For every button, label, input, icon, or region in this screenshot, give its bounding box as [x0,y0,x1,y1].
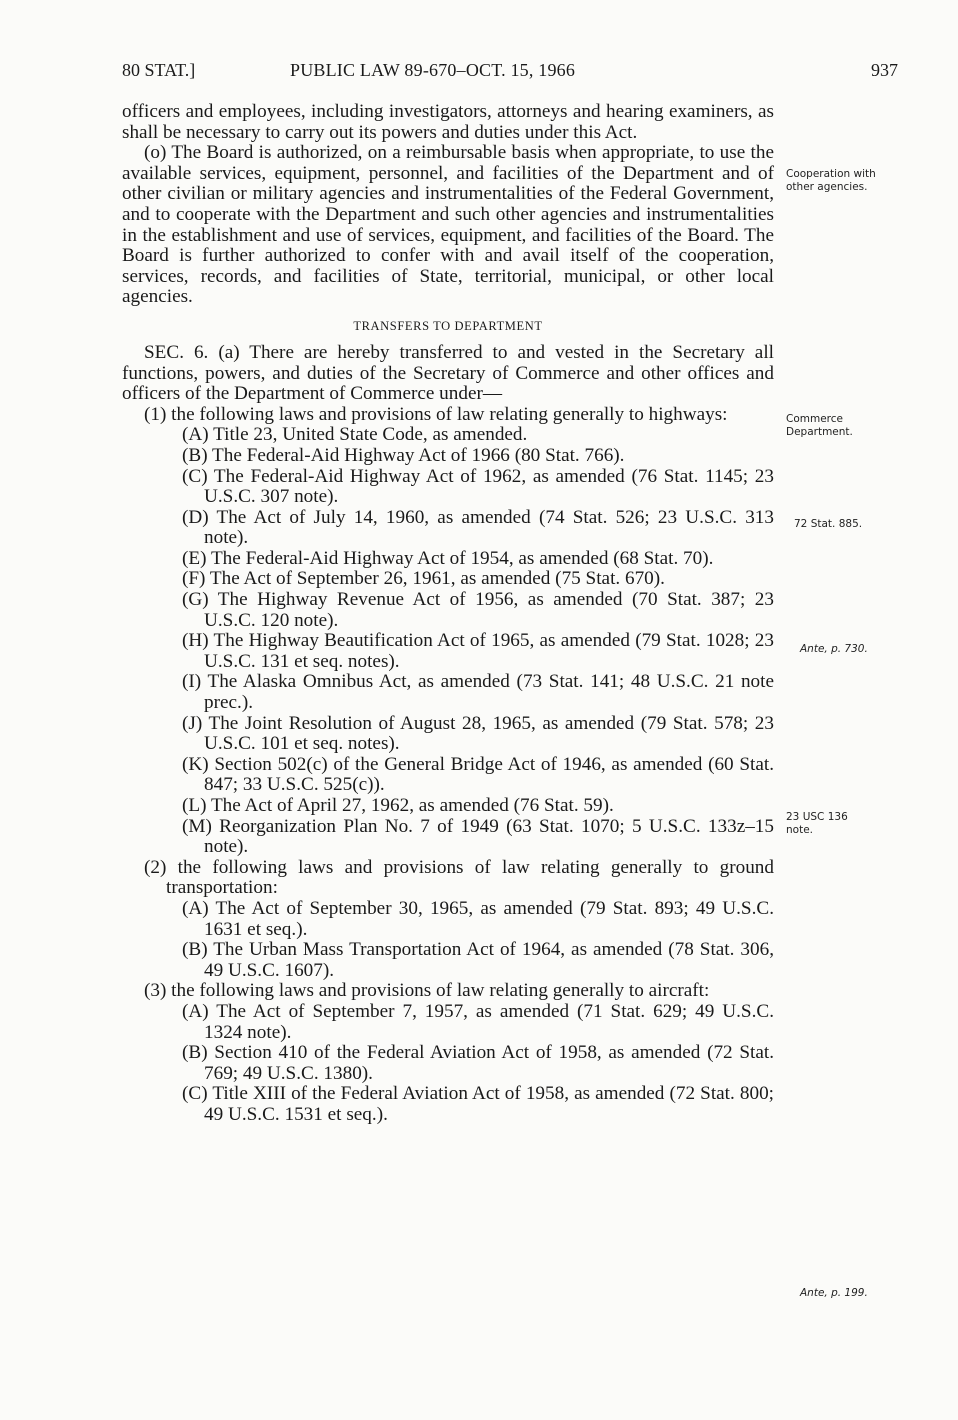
margin-note-usc-136: 23 USC 136 note. [786,811,848,836]
list-item-3: (3) the following laws and provisions of law relating generally to aircraft: [144,980,710,1002]
section-label: SEC. 6. [144,341,209,363]
body-text [122,102,774,1126]
margin-note-stat-885: 72 Stat. 885. [794,518,863,530]
list-item-1: (1) the following laws and provisions of law relating generally to highways: [144,403,728,425]
list-item: (H) The Highway Beautification Act of 1965, as amended (79 Stat. 1028; 23 U.S.C. 131 et seq. notes). [182,630,774,672]
page-title: PUBLIC LAW 89-670–OCT. 15, 1966 [290,60,576,80]
margin-note-ante-730: Ante, p. 730. [800,643,868,655]
list-item: (B) The Urban Mass Transportation Act of 1964, as amended (78 Stat. 306, 49 U.S.C. 1607). [182,939,774,981]
margin-note-cooperation: Cooperation with other agencies. [786,168,876,193]
list-item: (C) Title XIII of the Federal Aviation Act of 1958, as amended (72 Stat. 800; 49 U.S.C. 1531 et seq.). [182,1083,774,1125]
list-item: (J) The Joint Resolution of August 28, 1965, as amended (79 Stat. 578; 23 U.S.C. 101 et seq. notes). [182,712,774,755]
list-item: (L) The Act of April 27, 1962, as amended (76 Stat. 59). [182,795,614,816]
page-number: 937 [871,60,898,80]
list-item: (M) Reorganization Plan No. 7 of 1949 (63 Stat. 1070; 5 U.S.C. 133z–15 note). [182,815,774,858]
paragraph-o: (o) The Board is authorized, on a reimbursable basis when appropriate, to use the available services, equipment, personnel, and facilities of the Department and of other civilian or military agencies and instrumentalities of the Federal Government, and to cooperate with the Department and such other agencies and instrumentalities in the establishment and use of services, equipment, and facilities of the Board. The Board is further authorized to confer with and avail itself of the cooperation, services, records, and facilities of State, territorial, municipal, or other local agencies. [122,142,774,308]
list-item-2: (2) the following laws and provisions of law relating generally to ground transportation: [144,856,774,899]
list-item: (A) The Act of September 7, 1957, as amended (71 Stat. 629; 49 U.S.C. 1324 note). [182,1000,774,1043]
section-6-a-text: (a) There are hereby transferred to and vested in the Secretary all functions, powers, and duties of the Secretary of Commerce and other offices and officers of the Department of Commerce under— [122,341,774,405]
list-item: (E) The Federal-Aid Highway Act of 1954, as amended (68 Stat. 70). [182,547,714,569]
list-item: (C) The Federal-Aid Highway Act of 1962, as amended (76 Stat. 1145; 23 U.S.C. 307 note). [182,465,774,508]
list-item: (G) The Highway Revenue Act of 1956, as amended (70 Stat. 387; 23 U.S.C. 120 note). [182,589,774,631]
volume-reference: 80 STAT.] [122,60,196,80]
margin-note-ante-199: Ante, p. 199. [800,1287,868,1299]
section-6-a [122,343,774,405]
list-item: (F) The Act of September 26, 1961, as amended (75 Stat. 670). [182,568,665,590]
section-heading: TRANSFERS TO DEPARTMENT [353,318,543,333]
list-item: (D) The Act of July 14, 1960, as amended (74 Stat. 526; 23 U.S.C. 313 note). [182,506,774,549]
list-item: (B) Section 410 of the Federal Aviation Act of 1958, as amended (72 Stat. 769; 49 U.S.C. 1380). [182,1042,774,1084]
running-header [122,60,898,84]
list-item: (I) The Alaska Omnibus Act, as amended (73 Stat. 141; 48 U.S.C. 21 note prec.). [182,671,774,714]
margin-note-commerce: Commerce Department. [786,413,853,438]
list-item: (K) Section 502(c) of the General Bridge Act of 1946, as amended (60 Stat. 847; 33 U.S.C. 525(c)). [182,753,774,796]
list-item: (A) Title 23, United State Code, as amended. [182,424,528,446]
continued-paragraph: officers and employees, including investigators, attorneys and hearing examiners, as shall be necessary to carry out its powers and duties under this Act. [122,101,774,143]
list-item: (A) The Act of September 30, 1965, as amended (79 Stat. 893; 49 U.S.C. 1631 et seq.). [182,897,774,940]
list-item: (B) The Federal-Aid Highway Act of 1966 (80 Stat. 766). [182,444,625,466]
